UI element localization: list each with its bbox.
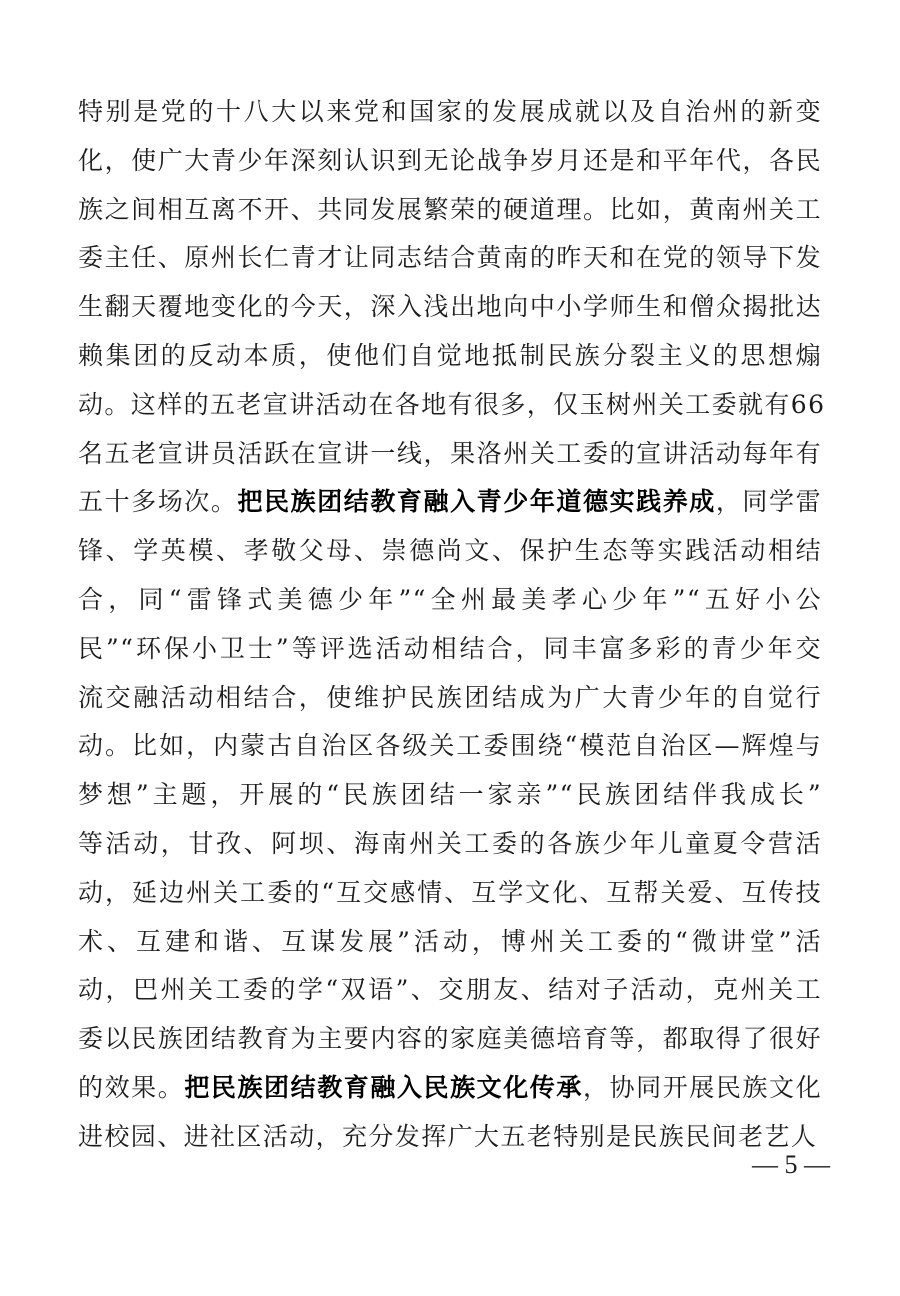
text-line [78,674,822,723]
text-line [78,137,822,186]
bold-heading-phrase: 把民族团结教育融入青少年道德实践养成 [237,487,716,517]
text-segment: 梦想”主题，开展的“民族团结一家亲”“民族团结伴我成长” [78,780,822,810]
text-line [78,625,822,674]
text-segment: 委主任、原州长仁青才让同志结合黄南的昨天和在党的领导下发 [78,243,822,273]
text-segment: ，协同开展民族文化 [582,1072,822,1102]
text-line [78,332,822,381]
text-line [78,381,826,430]
text-segment: 的效果。 [78,1072,185,1102]
text-segment: 五十多场次。 [78,487,238,517]
text-line [78,869,822,918]
text-line [78,186,822,235]
text-line [78,88,822,137]
text-segment: 民”“环保小卫士”等评选活动相结合，同丰富多彩的青少年交 [78,633,822,663]
text-line [78,1064,822,1113]
text-segment: 名五老宣讲员活跃在宣讲一线，果洛州关工委的宣讲活动每年有 [78,438,822,468]
text-segment: 赖集团的反动本质，使他们自觉地抵制民族分裂主义的思想煽 [78,340,822,370]
text-segment: 生翻天覆地变化的今天，深入浅出地向中小学师生和僧众揭批达 [78,292,822,322]
text-line [78,430,822,479]
text-segment: 流交融活动相结合，使维护民族团结成为广大青少年的自觉行 [78,682,822,712]
text-line [78,576,822,625]
bold-heading-phrase: 把民族团结教育融入民族文化传承 [184,1072,583,1102]
text-segment: 术、互建和谐、互谋发展”活动，博州关工委的“微讲堂”活 [78,926,822,956]
text-segment: 特别是党的十八大以来党和国家的发展成就以及自治州的新变 [78,97,822,126]
page-number: — 5 — [752,1150,830,1179]
text-segment: 进校园、进社区活动，充分发挥广大五老特别是民族民间老艺人 [78,1121,818,1151]
text-segment: 动。比如，内蒙古自治区各级关工委围绕“模范自治区—辉煌与 [78,731,822,761]
text-segment: 合，同“雷锋式美德少年”“全州最美孝心少年”“五好小公 [78,584,822,614]
text-line [78,1015,822,1064]
text-line [78,820,822,869]
text-segment: 动，延边州关工委的“互交感情、互学文化、互帮关爱、互传技 [78,877,822,907]
text-line [78,478,822,527]
text-segment: 锋、学英模、孝敬父母、崇德尚文、保护生态等实践活动相结 [78,536,822,566]
text-line [78,234,822,283]
text-line [78,722,822,771]
text-segment: 动，巴州关工委的学“双语”、交朋友、结对子活动，克州关工 [78,975,822,1005]
text-line [78,918,822,967]
text-segment: 动。这样的五老宣讲活动在各地有很多，仅玉树州关工委就有66 [78,389,826,419]
text-line [78,966,822,1015]
text-line [78,1113,822,1162]
text-segment: 委以民族团结教育为主要内容的家庭美德培育等，都取得了很好 [78,1024,822,1054]
text-segment: 化，使广大青少年深刻认识到无论战争岁月还是和平年代，各民 [78,145,822,175]
text-segment: 等活动，甘孜、阿坝、海南州关工委的各族少年儿童夏令营活 [78,828,822,858]
text-line [78,283,822,332]
text-segment: ，同学雷 [715,487,822,517]
text-line [78,527,822,576]
body-text [78,88,826,1162]
text-segment: 族之间相互离不开、共同发展繁荣的硬道理。比如，黄南州关工 [78,194,822,224]
text-line [78,771,822,820]
